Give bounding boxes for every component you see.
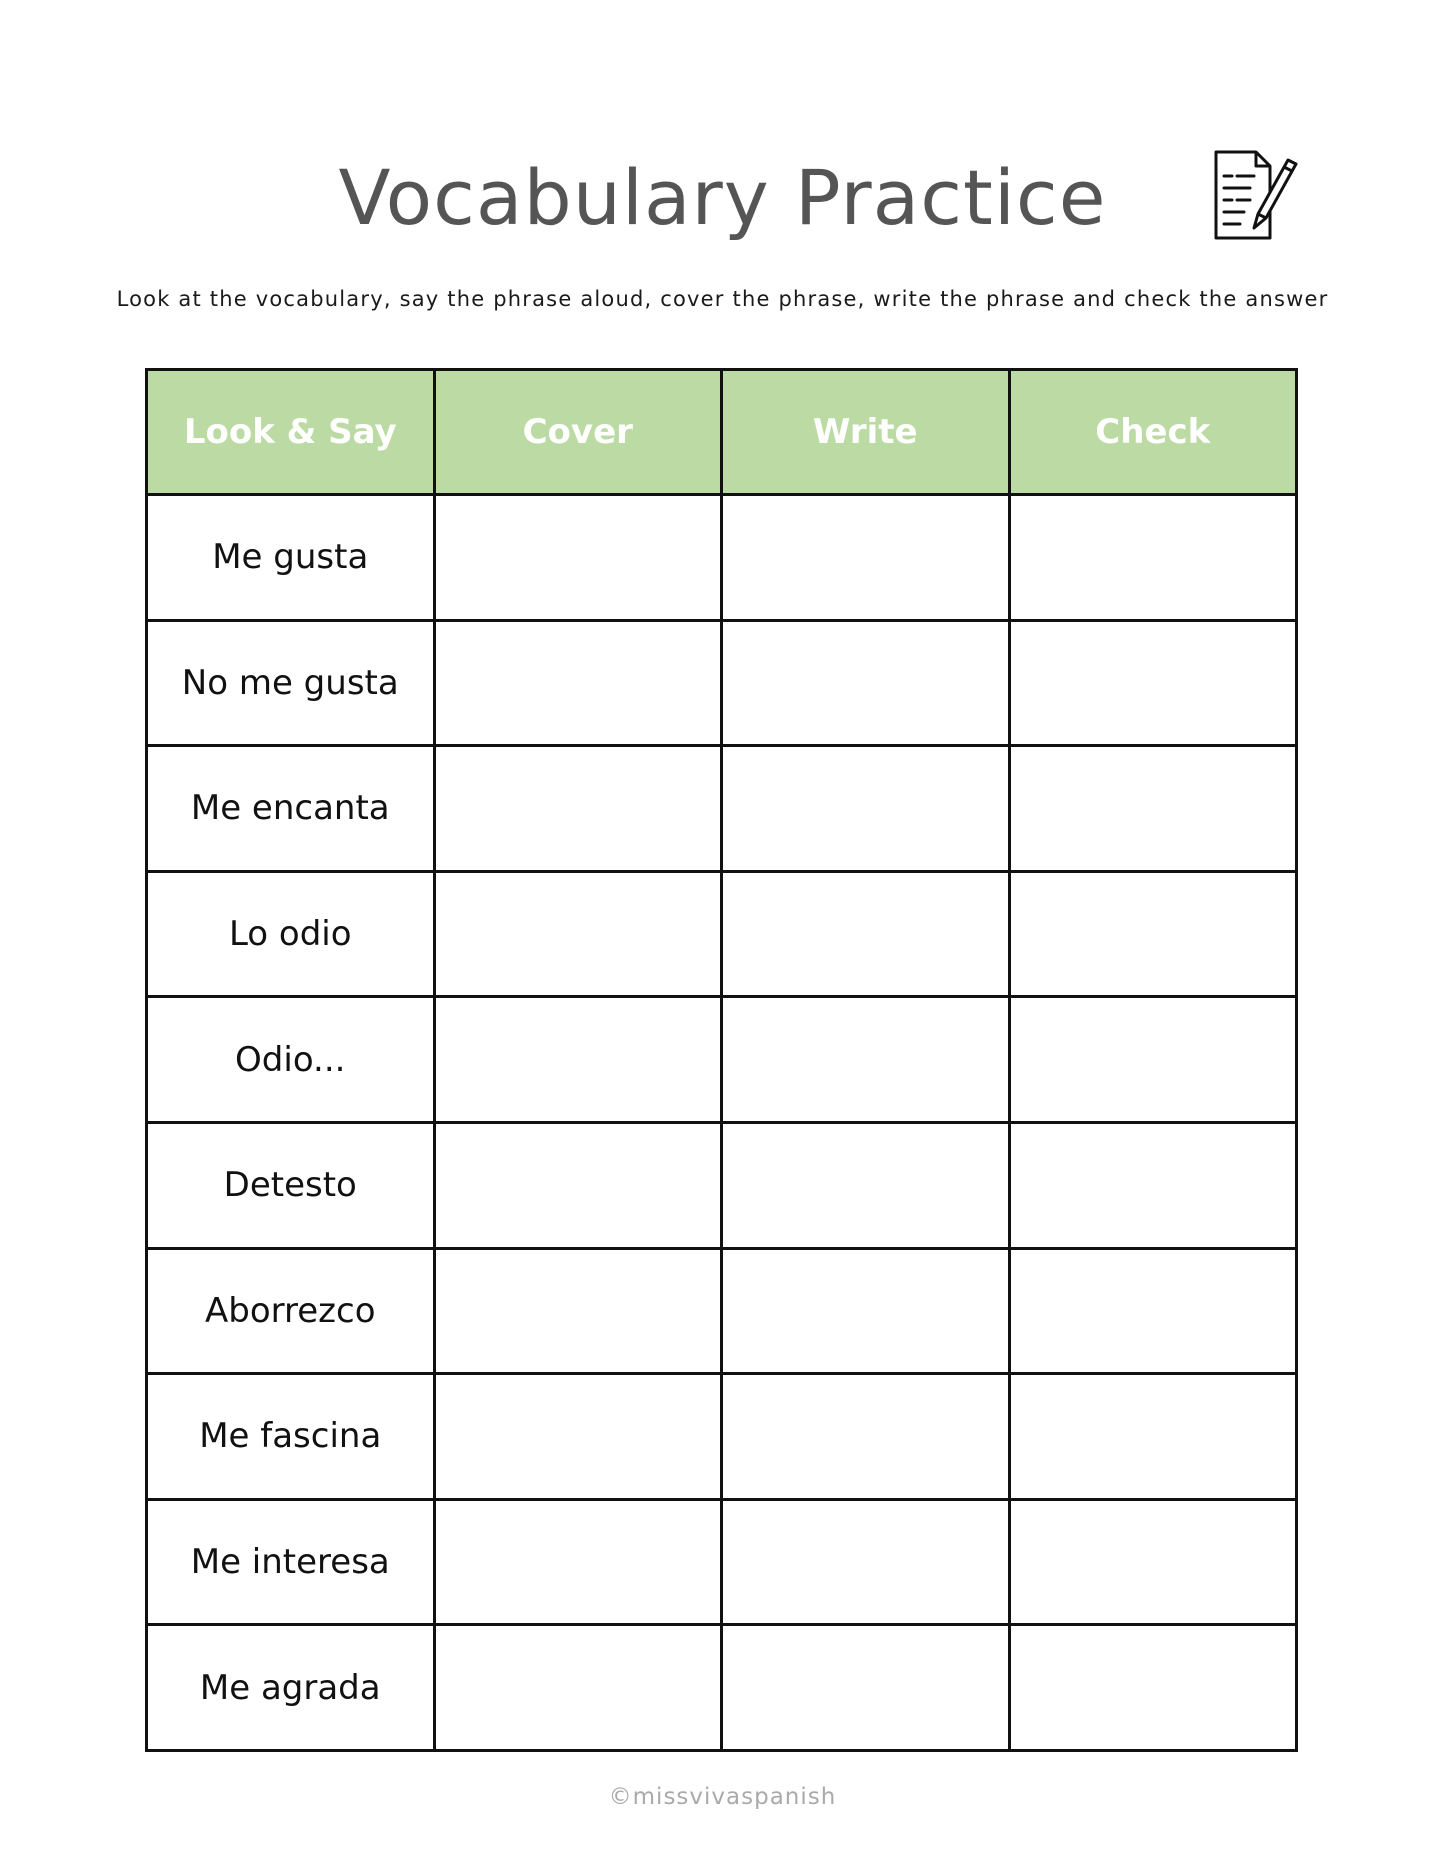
write-cell <box>722 1625 1010 1751</box>
table-row <box>147 1499 1297 1625</box>
write-cell <box>722 997 1010 1123</box>
instructions-text: Look at the vocabulary, say the phrase aloud, cover the phrase, write the phrase and check the answer <box>116 287 1329 311</box>
check-cell <box>1009 871 1297 997</box>
check-cell <box>1009 1374 1297 1500</box>
vocabulary-table <box>145 368 1298 1752</box>
check-cell <box>1009 620 1297 746</box>
write-cell <box>722 871 1010 997</box>
write-cell <box>722 620 1010 746</box>
vocab-phrase: Me interesa <box>147 1499 435 1625</box>
table-row <box>147 1248 1297 1374</box>
document-pencil-icon <box>1210 150 1300 242</box>
check-cell <box>1009 1499 1297 1625</box>
table-row <box>147 997 1297 1123</box>
write-cell <box>722 1122 1010 1248</box>
write-cell <box>722 746 1010 872</box>
cover-cell <box>434 1248 722 1374</box>
copyright-footer: ©missvivaspanish <box>608 1784 837 1810</box>
check-cell <box>1009 1122 1297 1248</box>
table-row <box>147 1374 1297 1500</box>
cover-cell <box>434 1625 722 1751</box>
vocab-phrase: Lo odio <box>147 871 435 997</box>
write-cell <box>722 1248 1010 1374</box>
vocab-phrase: Me agrada <box>147 1625 435 1751</box>
check-cell <box>1009 997 1297 1123</box>
cover-cell <box>434 746 722 872</box>
table-row <box>147 495 1297 621</box>
check-cell <box>1009 495 1297 621</box>
vocab-phrase: Aborrezco <box>147 1248 435 1374</box>
cover-cell <box>434 1122 722 1248</box>
vocab-phrase: Me fascina <box>147 1374 435 1500</box>
table-row <box>147 1122 1297 1248</box>
header-look-say: Look & Say <box>147 370 435 495</box>
write-cell <box>722 1499 1010 1625</box>
cover-cell <box>434 871 722 997</box>
header-check: Check <box>1009 370 1297 495</box>
cover-cell <box>434 495 722 621</box>
cover-cell <box>434 620 722 746</box>
vocab-phrase: Odio... <box>147 997 435 1123</box>
vocab-phrase: Detesto <box>147 1122 435 1248</box>
check-cell <box>1009 1625 1297 1751</box>
cover-cell <box>434 997 722 1123</box>
check-cell <box>1009 1248 1297 1374</box>
write-cell <box>722 1374 1010 1500</box>
table-row <box>147 746 1297 872</box>
cover-cell <box>434 1374 722 1500</box>
table-header-row <box>147 370 1297 495</box>
page-title: Vocabulary Practice <box>338 153 1107 242</box>
vocab-phrase: Me encanta <box>147 746 435 872</box>
write-cell <box>722 495 1010 621</box>
table-row <box>147 871 1297 997</box>
cover-cell <box>434 1499 722 1625</box>
header-cover: Cover <box>434 370 722 495</box>
check-cell <box>1009 746 1297 872</box>
vocab-phrase: Me gusta <box>147 495 435 621</box>
vocab-phrase: No me gusta <box>147 620 435 746</box>
table-row <box>147 1625 1297 1751</box>
header-write: Write <box>722 370 1010 495</box>
table-row <box>147 620 1297 746</box>
